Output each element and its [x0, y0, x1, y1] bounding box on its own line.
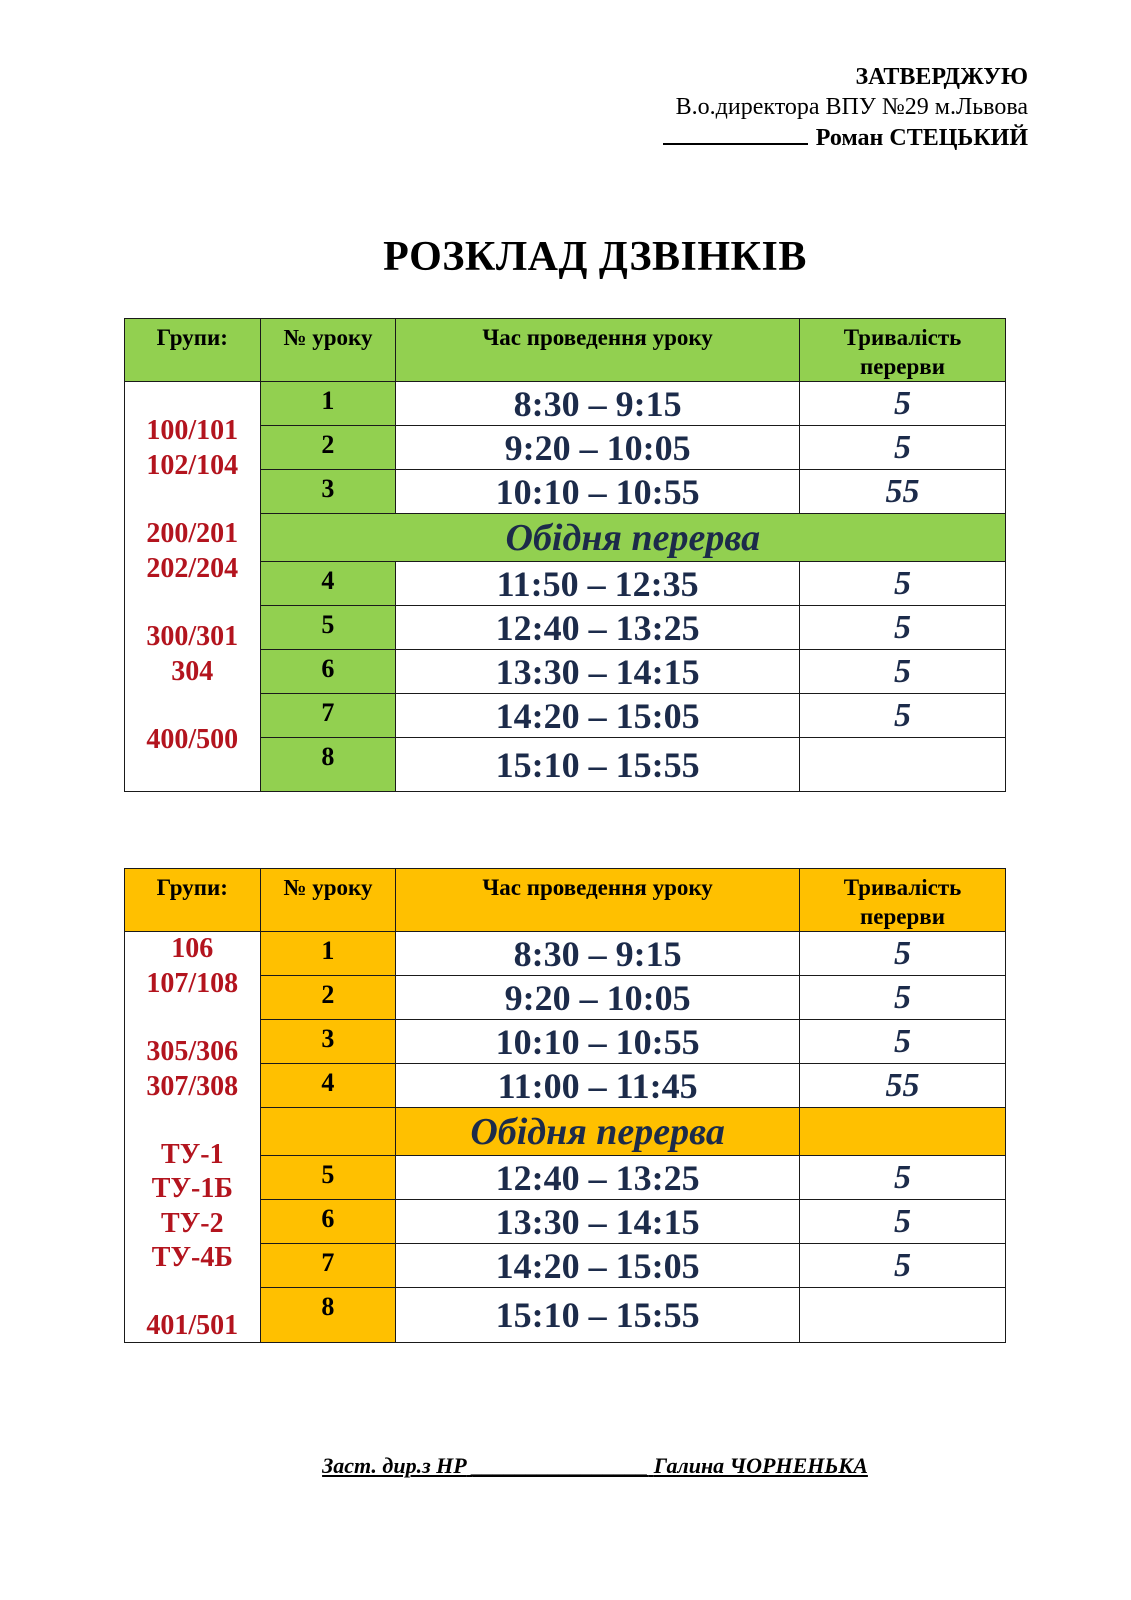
lunch-break-row: Обідня перерва: [260, 514, 1005, 562]
group-label: 200/201: [146, 518, 239, 549]
lesson-number: 2: [260, 426, 396, 470]
group-label: 300/301: [146, 621, 239, 652]
lesson-time: 14:20 – 15:05: [396, 694, 800, 738]
group-label: ТУ-1Б: [151, 1173, 233, 1204]
break-duration: 5: [800, 1156, 1006, 1200]
break-duration: 5: [800, 606, 1006, 650]
lesson-time: 12:40 – 13:25: [396, 606, 800, 650]
footer-signature: [0, 1453, 1131, 1479]
group-label: 107/108: [146, 968, 239, 999]
break-duration: 5: [800, 382, 1006, 426]
lunch-empty-cell: [800, 1108, 1006, 1156]
header-time: Час проведення уроку: [396, 869, 800, 932]
group-label: 305/306: [146, 1036, 239, 1067]
header-lesson: № уроку: [260, 319, 396, 382]
lesson-number: 1: [260, 382, 396, 426]
lesson-time: 13:30 – 14:15: [396, 1200, 800, 1244]
lesson-time: 8:30 – 9:15: [396, 932, 800, 976]
page-title: РОЗКЛАД ДЗВІНКІВ: [383, 234, 807, 280]
header-break-line1: Тривалість: [843, 325, 962, 350]
footer-signature-blank: ________________: [472, 1453, 649, 1478]
break-duration: 5: [800, 426, 1006, 470]
header-groups: Групи:: [125, 869, 261, 932]
header-break-line2: перерви: [860, 354, 945, 379]
group-label: 202/204: [146, 553, 239, 584]
header-lesson: № уроку: [260, 869, 396, 932]
break-duration: 5: [800, 562, 1006, 606]
lesson-number: 8: [260, 1288, 396, 1343]
group-label: 400/500: [146, 724, 239, 755]
lesson-number: 3: [260, 470, 396, 514]
lesson-time: 12:40 – 13:25: [396, 1156, 800, 1200]
header-time: Час проведення уроку: [396, 319, 800, 382]
break-duration: 55: [800, 1064, 1006, 1108]
lesson-number: 6: [260, 1200, 396, 1244]
break-duration: 5: [800, 1200, 1006, 1244]
break-duration: 5: [800, 932, 1006, 976]
footer-name: Галина ЧОРНЕНЬКА: [653, 1453, 868, 1478]
lesson-time: 8:30 – 9:15: [396, 382, 800, 426]
lesson-number: 6: [260, 650, 396, 694]
break-duration: 55: [800, 470, 1006, 514]
approval-heading: ЗАТВЕРДЖУЮ: [855, 64, 1028, 90]
groups-cell: [125, 932, 261, 1343]
approver-name: Роман СТЕЦЬКИЙ: [815, 125, 1028, 151]
lesson-number: 7: [260, 694, 396, 738]
header-break: [800, 869, 1006, 932]
approval-position: В.о.директора ВПУ №29 м.Львова: [675, 94, 1028, 120]
group-label: 304: [171, 656, 214, 687]
lesson-time: 15:10 – 15:55: [396, 1288, 800, 1343]
lesson-time: 10:10 – 10:55: [396, 1020, 800, 1064]
lesson-number: 4: [260, 1064, 396, 1108]
break-duration: 5: [800, 650, 1006, 694]
lesson-time: 14:20 – 15:05: [396, 1244, 800, 1288]
lesson-time: 11:00 – 11:45: [396, 1064, 800, 1108]
lesson-time: 10:10 – 10:55: [396, 470, 800, 514]
approval-block: [663, 62, 1028, 154]
group-label: 106: [171, 933, 214, 964]
footer-position: Заст. дир.з НР: [322, 1453, 467, 1478]
break-duration: 5: [800, 1244, 1006, 1288]
group-label: ТУ-4Б: [151, 1242, 233, 1273]
group-label: ТУ-1: [161, 1139, 224, 1170]
schedule-table-2: [124, 868, 1006, 1343]
header-break-line1: Тривалість: [843, 875, 962, 900]
lesson-time: 9:20 – 10:05: [396, 426, 800, 470]
group-label: ТУ-2: [161, 1208, 224, 1239]
lesson-number: 3: [260, 1020, 396, 1064]
group-label: 100/101: [146, 415, 239, 446]
break-duration: 5: [800, 976, 1006, 1020]
header-break: [800, 319, 1006, 382]
group-label: 307/308: [146, 1071, 239, 1102]
groups-cell: [125, 382, 261, 792]
lesson-time: 15:10 – 15:55: [396, 738, 800, 792]
break-duration: [800, 1288, 1006, 1343]
signature-line: [663, 123, 808, 145]
lesson-number: 8: [260, 738, 396, 792]
lesson-number: 4: [260, 562, 396, 606]
break-duration: 5: [800, 694, 1006, 738]
lesson-number: 5: [260, 606, 396, 650]
lesson-time: 11:50 – 12:35: [396, 562, 800, 606]
break-duration: 5: [800, 1020, 1006, 1064]
lunch-break-row: Обідня перерва: [396, 1108, 800, 1156]
lunch-empty-cell: [260, 1108, 396, 1156]
lesson-time: 13:30 – 14:15: [396, 650, 800, 694]
schedule-table-1: [124, 318, 1006, 792]
lesson-number: 2: [260, 976, 396, 1020]
header-break-line2: перерви: [860, 904, 945, 929]
break-duration: [800, 738, 1006, 792]
lesson-time: 9:20 – 10:05: [396, 976, 800, 1020]
header-groups: Групи:: [125, 319, 261, 382]
group-label: 401/501: [146, 1310, 239, 1341]
group-label: 102/104: [146, 450, 239, 481]
approval-signature: [663, 122, 1028, 154]
lesson-number: 1: [260, 932, 396, 976]
lesson-number: 5: [260, 1156, 396, 1200]
lesson-number: 7: [260, 1244, 396, 1288]
